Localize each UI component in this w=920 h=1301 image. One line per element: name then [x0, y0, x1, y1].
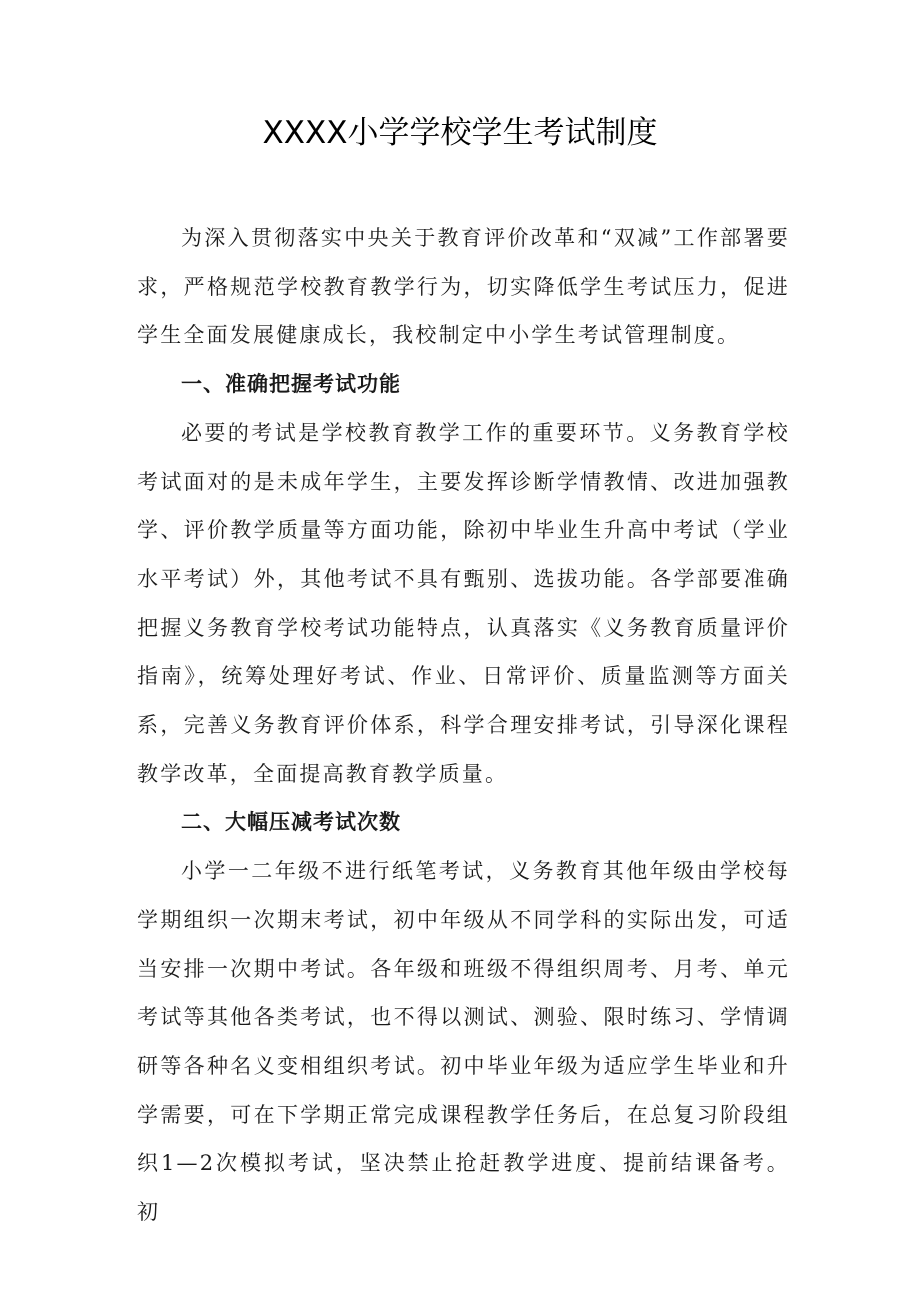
section-2-paragraph: 小学一二年级不进行纸笔考试，义务教育其他年级由学校每学期组织一次期末考试，初中年级从不同学科的实际出发，可适当安排一次期中考试。各年级和班级不得组织周考、月考、单元考试等其他各类考试，也不得以测试、测验、限时练习、学情调研等各种名义变相组织考试。初中毕业年级为适应学生毕业和升学需要，可在下学期正常完成课程教学任务后，在总复习阶段组织1—2次模拟考试，坚决禁止抢赶教学进度、提前结课备考。初 — [137, 859, 790, 1225]
intro-paragraph: 为深入贯彻落实中央关于教育评价改革和“双减”工作部署要求，严格规范学校教育教学行为，切实降低学生考试压力，促进学生全面发展健康成长，我校制定中小学生考试管理制度。 — [137, 226, 790, 348]
document-body — [137, 214, 790, 1237]
section-1-paragraph: 必要的考试是学校教育教学工作的重要环节。义务教育学校考试面对的是未成年学生，主要发挥诊断学情教情、改进加强教学、评价教学质量等方面功能，除初中毕业生升高中考试（学业水平考试）外，其他考试不具有甄别、选拔功能。各学部要准确把握义务教育学校考试功能特点，认真落实《义务教育质量评价指南》，统筹处理好考试、作业、日常评价、质量监测等方面关系，完善义务教育评价体系，科学合理安排考试，引导深化课程教学改革，全面提高教育教学质量。 — [137, 420, 790, 786]
document-title: XXXX小学学校学生考试制度 — [262, 115, 658, 151]
section-1-heading: 一、准确把握考试功能 — [181, 372, 401, 397]
section-2-heading: 二、大幅压减考试次数 — [181, 810, 401, 835]
